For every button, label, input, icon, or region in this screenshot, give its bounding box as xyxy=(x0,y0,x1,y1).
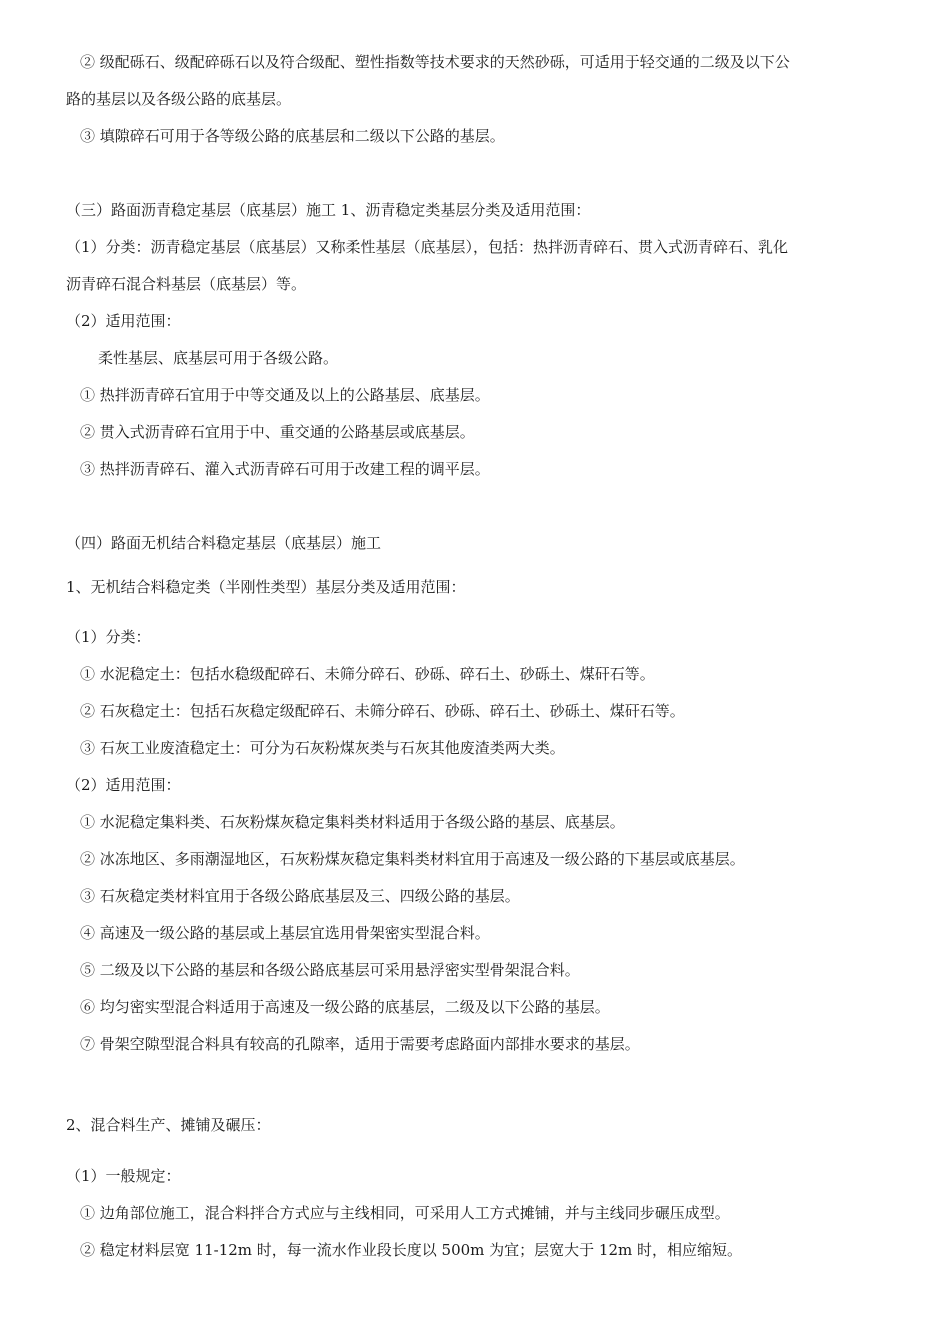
list-item: ③ 热拌沥青碎石、灌入式沥青碎石可用于改建工程的调平层。 xyxy=(80,460,490,478)
text-line: 柔性基层、底基层可用于各级公路。 xyxy=(98,349,339,367)
list-item: ③ 石灰稳定类材料宜用于各级公路底基层及三、四级公路的基层。 xyxy=(80,887,520,905)
list-item: ④ 高速及一级公路的基层或上基层宜选用骨架密实型混合料。 xyxy=(80,924,490,942)
section-heading: 2、混合料生产、摊铺及碾压： xyxy=(66,1116,271,1134)
subheading: （2）适用范围： xyxy=(66,312,181,330)
text-line: ② 级配砾石、级配碎砾石以及符合级配、塑性指数等技术要求的天然砂砾，可适用于轻交通的二级及以下公 xyxy=(80,53,790,71)
list-item: ① 热拌沥青碎石宜用于中等交通及以上的公路基层、底基层。 xyxy=(80,386,490,404)
text-line: 路的基层以及各级公路的底基层。 xyxy=(66,90,292,108)
subheading: 1、无机结合料稳定类（半刚性类型）基层分类及适用范围： xyxy=(66,578,466,596)
subheading: （1）一般规定： xyxy=(66,1167,181,1185)
text-line: （1）分类：沥青稳定基层（底基层）又称柔性基层（底基层），包括：热拌沥青碎石、贯入式沥青碎石、乳化 xyxy=(66,238,789,256)
section-heading: （三）路面沥青稳定基层（底基层）施工 1、沥青稳定类基层分类及适用范围： xyxy=(66,201,591,219)
list-item: ① 水泥稳定土：包括水稳级配碎石、未筛分碎石、砂砾、碎石土、砂砾土、煤矸石等。 xyxy=(80,665,655,683)
text-line: 沥青碎石混合料基层（底基层）等。 xyxy=(66,275,307,293)
list-item: ② 稳定材料层宽 11-12m 时，每一流水作业段长度以 500m 为宜；层宽大于 12m 时，相应缩短。 xyxy=(80,1241,743,1259)
list-item: ⑤ 二级及以下公路的基层和各级公路底基层可采用悬浮密实型骨架混合料。 xyxy=(80,961,580,979)
list-item: ② 冰冻地区、多雨潮湿地区，石灰粉煤灰稳定集料类材料宜用于高速及一级公路的下基层或底基层。 xyxy=(80,850,745,868)
section-heading: （四）路面无机结合料稳定基层（底基层）施工 xyxy=(66,534,382,552)
list-item: ② 贯入式沥青碎石宜用于中、重交通的公路基层或底基层。 xyxy=(80,423,475,441)
list-item: ② 石灰稳定土：包括石灰稳定级配碎石、未筛分碎石、砂砾、碎石土、砂砾土、煤矸石等。 xyxy=(80,702,685,720)
list-item: ⑦ 骨架空隙型混合料具有较高的孔隙率，适用于需要考虑路面内部排水要求的基层。 xyxy=(80,1035,640,1053)
list-item: ⑥ 均匀密实型混合料适用于高速及一级公路的底基层，二级及以下公路的基层。 xyxy=(80,998,610,1016)
text-line: ③ 填隙碎石可用于各等级公路的底基层和二级以下公路的基层。 xyxy=(80,127,505,145)
list-item: ① 水泥稳定集料类、石灰粉煤灰稳定集料类材料适用于各级公路的基层、底基层。 xyxy=(80,813,625,831)
list-item: ① 边角部位施工，混合料拌合方式应与主线相同，可采用人工方式摊铺，并与主线同步碾压成型。 xyxy=(80,1204,730,1222)
list-item: ③ 石灰工业废渣稳定土：可分为石灰粉煤灰类与石灰其他废渣类两大类。 xyxy=(80,739,565,757)
subheading: （1）分类： xyxy=(66,628,151,646)
subheading: （2）适用范围： xyxy=(66,776,181,794)
